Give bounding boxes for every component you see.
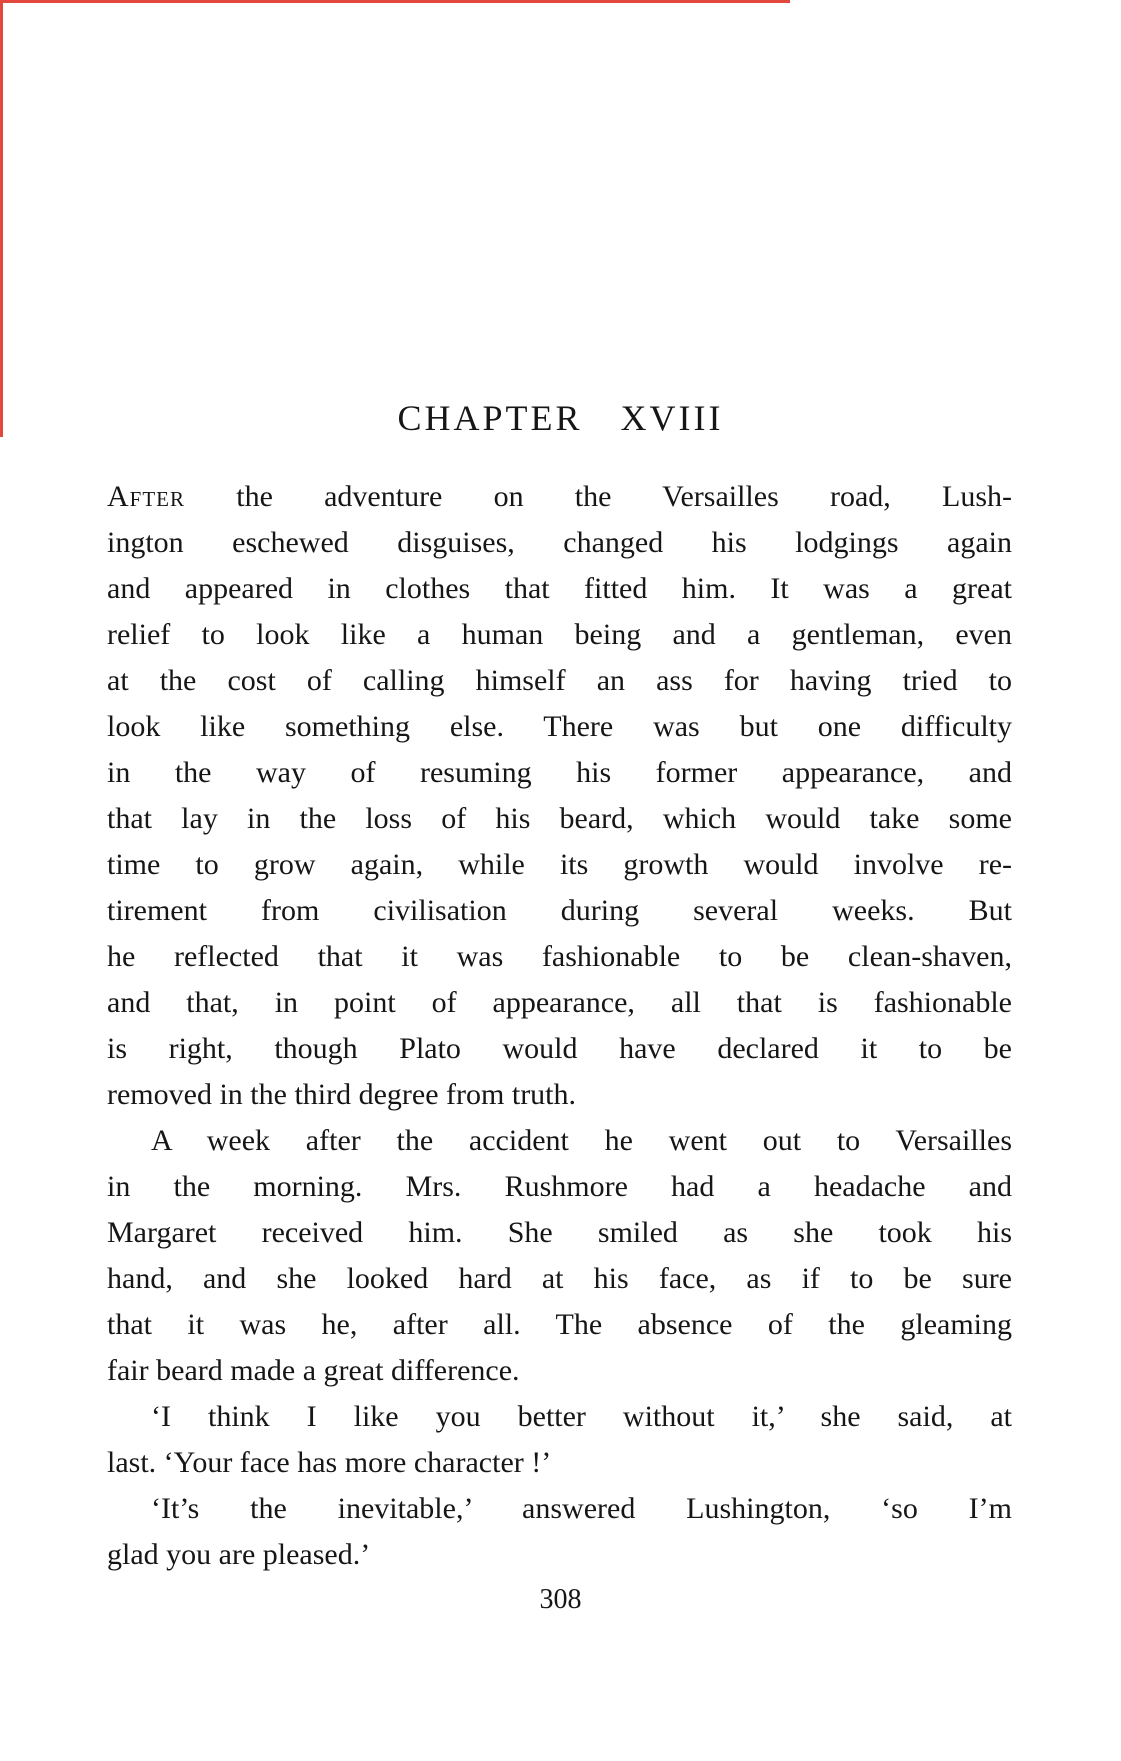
chapter-heading: CHAPTER XVIII (397, 398, 724, 438)
paragraph (107, 1118, 1012, 1394)
text-line: and that, in point of appearance, all that is fashionable (107, 986, 1012, 1019)
text-line: ington eschewed disguises, changed his lodgings again (107, 526, 1012, 559)
text-line: and appeared in clothes that fitted him. It was a great (107, 572, 1012, 605)
scan-edge-mark-top (0, 0, 790, 3)
text-line: glad you are pleased.’ (107, 1538, 371, 1571)
lead-word-smallcaps: After (107, 480, 186, 513)
text-line: hand, and she looked hard at his face, as if to be sure (107, 1262, 1012, 1295)
text-line: relief to look like a human being and a gentleman, even (107, 618, 1012, 651)
text-line: A week after the accident he went out to Versailles (151, 1124, 1012, 1157)
text-line: Margaret received him. She smiled as she took his (107, 1216, 1012, 1249)
text-line: look like something else. There was but one difficulty (107, 710, 1012, 743)
text-line: in the way of resuming his former appearance, and (107, 756, 1012, 789)
text-line (107, 474, 1012, 520)
text-line: he reflected that it was fashionable to be clean-shaven, (107, 940, 1012, 973)
paragraph (107, 1486, 1012, 1578)
paragraph (107, 1394, 1012, 1486)
text-line: that it was he, after all. The absence of the gleaming (107, 1308, 1012, 1341)
text-line: last. ‘Your face has more character !’ (107, 1446, 552, 1479)
text-line: in the morning. Mrs. Rushmore had a headache and (107, 1170, 1012, 1203)
text-line: at the cost of calling himself an ass for having tried to (107, 664, 1012, 697)
page-number: 308 (539, 1584, 582, 1615)
text-line: ‘I think I like you better without it,’ she said, at (151, 1400, 1012, 1433)
text-line: ‘It’s the inevitable,’ answered Lushington, ‘so I’m (151, 1492, 1012, 1525)
text-line: time to grow again, while its growth would involve re- (107, 848, 1012, 881)
body-text (107, 474, 1012, 1578)
text-line: removed in the third degree from truth. (107, 1078, 577, 1111)
text-line: is right, though Plato would have declared it to be (107, 1032, 1012, 1065)
text-line: that lay in the loss of his beard, which would take some (107, 802, 1012, 835)
text-line: fair beard made a great difference. (107, 1354, 520, 1387)
text-line: tirement from civilisation during several weeks. But (107, 894, 1012, 927)
scan-edge-mark-left (0, 0, 3, 437)
paragraph (107, 474, 1012, 1118)
text-line-rest: the adventure on the Versailles road, Lush- (185, 480, 1012, 513)
